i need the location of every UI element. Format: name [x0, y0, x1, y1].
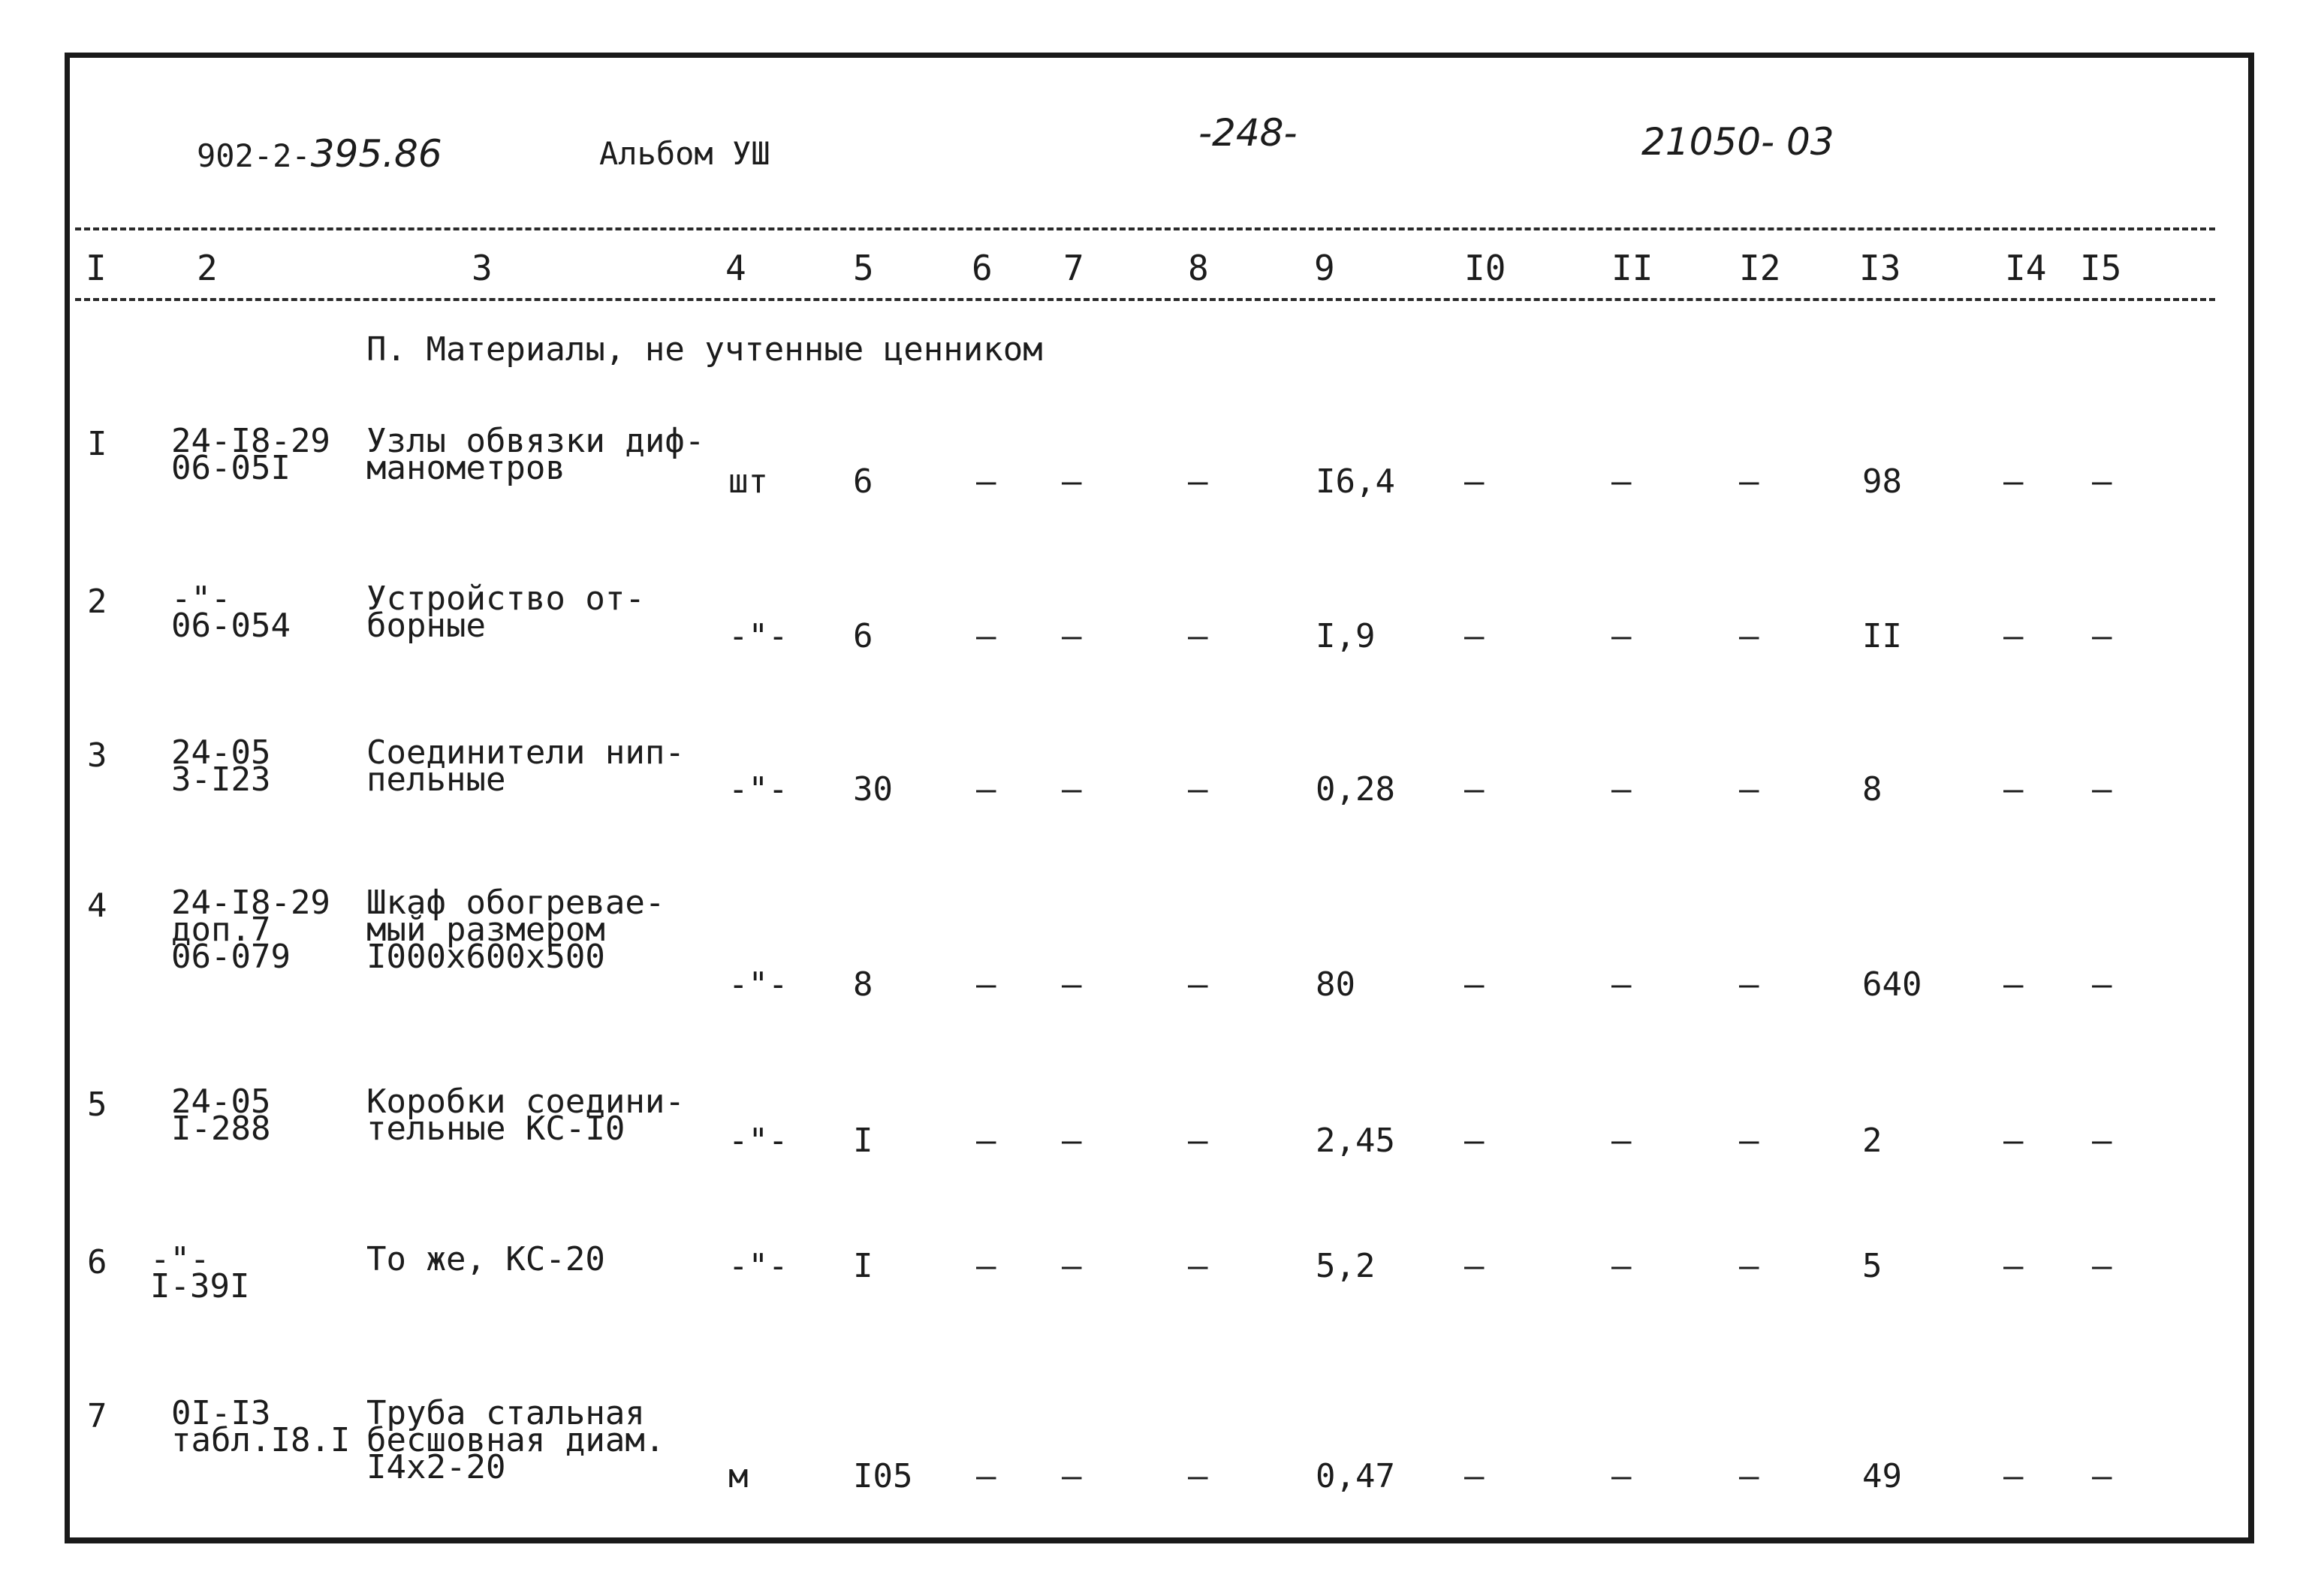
column-header-col-12: I2: [1739, 248, 1781, 288]
row-4-c7: –: [1062, 965, 1082, 1004]
row-6-c14: –: [2003, 1247, 2024, 1285]
column-header-col-4: 4: [725, 248, 746, 288]
row-1-total: 98: [1862, 462, 1902, 501]
row-6-price: 5,2: [1316, 1247, 1376, 1285]
row-5-name: Коробки соедини- тельные КС-I0: [366, 1083, 685, 1149]
row-1-qty: 6: [853, 462, 873, 501]
row-5-unit: -"-: [728, 1122, 788, 1160]
row-1-code: 24-I8-29 06-05I: [171, 422, 330, 488]
row-7-qty: I05: [853, 1457, 913, 1495]
row-6-c7: –: [1062, 1247, 1082, 1285]
row-6-num: 6: [87, 1243, 107, 1281]
row-6-unit: -"-: [728, 1247, 788, 1285]
row-7-c14: –: [2003, 1457, 2024, 1495]
row-1-price: I6,4: [1316, 462, 1395, 501]
row-7-num: 7: [87, 1397, 107, 1435]
row-7-c12: –: [1739, 1457, 1759, 1495]
row-4-price: 80: [1316, 965, 1355, 1004]
row-4-c15: –: [2092, 965, 2112, 1004]
column-header-col-6: 6: [972, 248, 993, 288]
doc-code: [197, 132, 442, 176]
row-4-c6: –: [976, 965, 996, 1004]
row-5-c11: –: [1611, 1122, 1632, 1160]
row-1-c12: –: [1739, 462, 1759, 501]
row-4-c14: –: [2003, 965, 2024, 1004]
column-header-col-10: I0: [1464, 248, 1506, 288]
row-5-qty: I: [853, 1122, 873, 1160]
row-2-c8: –: [1188, 617, 1208, 655]
row-7-c15: –: [2092, 1457, 2112, 1495]
row-1-c7: –: [1062, 462, 1082, 501]
column-header-col-3: 3: [472, 248, 493, 288]
row-5-c10: –: [1464, 1122, 1485, 1160]
row-4-c11: –: [1611, 965, 1632, 1004]
row-4-c8: –: [1188, 965, 1208, 1004]
row-2-total: II: [1862, 617, 1902, 655]
row-4-qty: 8: [853, 965, 873, 1004]
row-2-c10: –: [1464, 617, 1485, 655]
column-header-col-2: 2: [197, 248, 218, 288]
project-number: 21050- 03: [1641, 120, 1834, 164]
row-3-price: 0,28: [1316, 770, 1395, 809]
row-3-unit: -"-: [728, 770, 788, 809]
row-1-num: I: [87, 425, 107, 463]
row-5-price: 2,45: [1316, 1122, 1395, 1160]
page-number: -248-: [1198, 111, 1298, 155]
row-1-c11: –: [1611, 462, 1632, 501]
row-3-num: 3: [87, 736, 107, 775]
row-3-c14: –: [2003, 770, 2024, 809]
column-header-col-14: I4: [2005, 248, 2047, 288]
row-2-c11: –: [1611, 617, 1632, 655]
row-1-c14: –: [2003, 462, 2024, 501]
row-2-name: Устройство от- борные: [366, 580, 645, 646]
row-6-name: То же, КС-20: [366, 1240, 605, 1278]
row-3-code: 24-05 3-I23: [171, 733, 271, 800]
header-rule-bottom: [75, 298, 2215, 301]
row-1-c15: –: [2092, 462, 2112, 501]
row-4-c12: –: [1739, 965, 1759, 1004]
column-header-col-11: II: [1611, 248, 1653, 288]
doc-code-printed: 902-2-: [197, 137, 311, 174]
row-6-c10: –: [1464, 1247, 1485, 1285]
row-6-c11: –: [1611, 1247, 1632, 1285]
row-6-code: -"- I-39I: [150, 1240, 250, 1306]
row-7-c11: –: [1611, 1457, 1632, 1495]
row-2-c12: –: [1739, 617, 1759, 655]
row-4-num: 4: [87, 887, 107, 925]
section-title: П. Материалы, не учтенные ценником: [366, 330, 1043, 369]
row-5-total: 2: [1862, 1122, 1882, 1160]
row-5-c8: –: [1188, 1122, 1208, 1160]
row-7-c8: –: [1188, 1457, 1208, 1495]
row-4-name: Шкаф обогревае- мый размером I000x600x500: [366, 884, 665, 977]
row-6-c12: –: [1739, 1247, 1759, 1285]
row-4-total: 640: [1862, 965, 1922, 1004]
row-1-c8: –: [1188, 462, 1208, 501]
row-7-price: 0,47: [1316, 1457, 1395, 1495]
header-rule-top: [75, 227, 2215, 230]
row-4-unit: -"-: [728, 965, 788, 1004]
row-7-unit: м: [728, 1457, 749, 1495]
row-7-code: 0I-I3 табл.I8.I: [171, 1394, 351, 1460]
row-3-c10: –: [1464, 770, 1485, 809]
row-2-c14: –: [2003, 617, 2024, 655]
row-3-c8: –: [1188, 770, 1208, 809]
doc-code-handwritten: 395.86: [310, 132, 442, 176]
row-5-c14: –: [2003, 1122, 2024, 1160]
row-5-c7: –: [1062, 1122, 1082, 1160]
row-7-c10: –: [1464, 1457, 1485, 1495]
row-6-qty: I: [853, 1247, 873, 1285]
row-2-num: 2: [87, 583, 107, 621]
row-3-name: Соединители нип- пельные: [366, 733, 685, 800]
row-6-c8: –: [1188, 1247, 1208, 1285]
row-1-c6: –: [976, 462, 996, 501]
row-3-qty: 30: [853, 770, 893, 809]
column-header-col-9: 9: [1314, 248, 1335, 288]
row-3-c6: –: [976, 770, 996, 809]
row-4-c10: –: [1464, 965, 1485, 1004]
column-header-col-13: I3: [1859, 248, 1901, 288]
row-6-c6: –: [976, 1247, 996, 1285]
row-2-c15: –: [2092, 617, 2112, 655]
row-2-c6: –: [976, 617, 996, 655]
row-2-code: -"- 06-054: [171, 580, 291, 646]
row-3-c7: –: [1062, 770, 1082, 809]
row-3-c11: –: [1611, 770, 1632, 809]
column-header-col-5: 5: [853, 248, 874, 288]
row-3-c12: –: [1739, 770, 1759, 809]
column-header-col-15: I5: [2080, 248, 2122, 288]
row-4-code: 24-I8-29 доп.7 06-079: [171, 884, 330, 977]
row-6-total: 5: [1862, 1247, 1882, 1285]
row-5-c15: –: [2092, 1122, 2112, 1160]
row-1-name: Узлы обвязки диф- манометров: [366, 422, 705, 488]
column-header-col-7: 7: [1063, 248, 1084, 288]
row-5-c6: –: [976, 1122, 996, 1160]
row-1-c10: –: [1464, 462, 1485, 501]
row-2-c7: –: [1062, 617, 1082, 655]
row-2-qty: 6: [853, 617, 873, 655]
row-1-unit: шт: [728, 462, 768, 501]
column-header-col-1: I: [86, 248, 107, 288]
row-7-name: Труба стальная бесшовная диам. I4x2-20: [366, 1394, 665, 1487]
row-3-total: 8: [1862, 770, 1882, 809]
row-7-c7: –: [1062, 1457, 1082, 1495]
column-header-col-8: 8: [1188, 248, 1209, 288]
row-5-code: 24-05 I-288: [171, 1083, 271, 1149]
row-2-price: I,9: [1316, 617, 1376, 655]
row-2-unit: -"-: [728, 617, 788, 655]
row-7-total: 49: [1862, 1457, 1902, 1495]
row-7-c6: –: [976, 1457, 996, 1495]
row-3-c15: –: [2092, 770, 2112, 809]
row-6-c15: –: [2092, 1247, 2112, 1285]
album-label: Альбом УШ: [599, 135, 770, 172]
row-5-c12: –: [1739, 1122, 1759, 1160]
row-5-num: 5: [87, 1086, 107, 1124]
